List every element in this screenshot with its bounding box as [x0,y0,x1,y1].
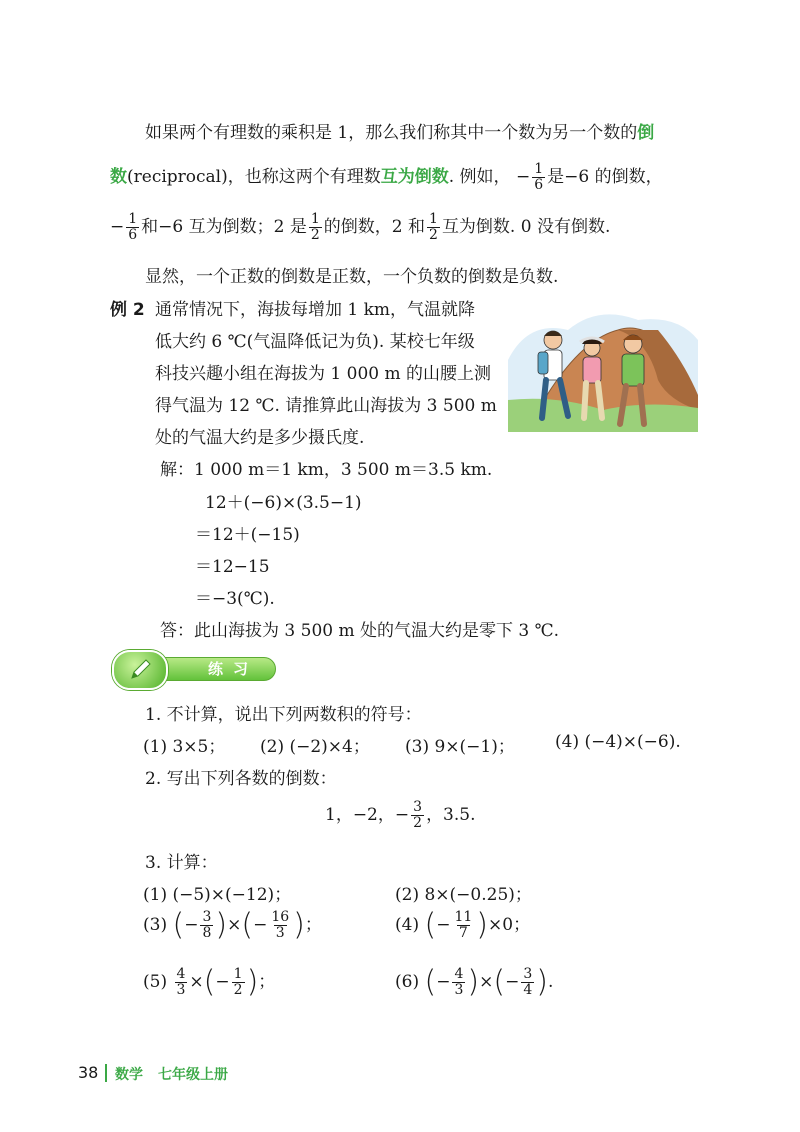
para2: 显然，一个正数的倒数是正数，一个负数的倒数是负数. [145,267,559,287]
q1-item-1: (1) 3×5； [143,737,226,757]
minus-sign: − [394,805,410,825]
q1-item-4: (4) (−4)×(−6). [555,732,681,752]
exercise-q3: 3. 计算： [145,853,218,873]
para1-line2: 数(reciprocal)，也称这两个有理数互为倒数. 例如， − $\frac{1}{6}$ 是−6 的倒数， [110,161,663,193]
solution-line-5: ＝−3(℃). [195,589,275,609]
footer-subject: 数学 [115,1067,143,1083]
solution-line-1: 解：1 000 m＝1 km，3 500 m＝3.5 km. [160,460,493,480]
exercise-title: 练习 [207,660,258,678]
fraction-sixteen-thirds: $\frac{16}{3}$ [271,909,290,941]
term-reciprocal-2: 数 [110,167,127,187]
q3-item-4: (4) (− $\frac{11}{7}$ )×0； [395,907,531,943]
q3-item-6: (6) (− $\frac{4}{3}$ )×(− $\frac{3}{4}$ ). [395,964,554,1000]
q1-item-3: (3) 9×(−1)； [405,737,515,757]
q2-numbers: 1，−2，− $\frac{3}{2}$ ，3.5. [325,799,476,831]
fraction-one-sixth: $\frac{1}{6}$ [534,161,544,193]
fraction-eleven-sevenths: $\frac{11}{7}$ [454,909,473,941]
example-line-3: 科技兴趣小组在海拔为 1 000 m 的山腰上测 [155,364,491,384]
example-line-1: 通常情况下，海拔每增加 1 km，气温就降 [155,300,476,320]
minus-sign: − [110,217,125,237]
page-number: 38 [78,1063,99,1082]
para1-line1: 如果两个有理数的乘积是 1，那么我们称其中一个数为另一个数的倒 [145,123,655,143]
q3-item-1: (1) (−5)×(−12)； [143,885,292,905]
example-line-5: 处的气温大约是多少摄氏度. [155,428,365,448]
fraction-one-sixth: $\frac{1}{6}$ [128,211,138,243]
exercise-banner [112,650,274,688]
minus-sign: − [515,167,531,187]
fraction-four-thirds: $\frac{4}{3}$ [176,966,186,998]
solution-line-3: ＝12＋(−15) [195,525,300,545]
footer-divider [105,1064,107,1082]
term-reciprocal-1: 倒 [637,123,655,143]
q3-item-5: (5) $\frac{4}{3}$ ×(− $\frac{1}{2}$ )； [143,964,276,1000]
answer-line: 答：此山海拔为 3 500 m 处的气温大约是零下 3 ℃. [160,621,560,641]
pencil-badge [112,650,168,690]
fraction-one-half: $\frac{1}{2}$ [310,211,320,243]
exercise-q2: 2. 写出下列各数的倒数： [145,769,337,789]
term-mutual-reciprocal: 互为倒数 [380,167,449,187]
fraction-one-half: $\frac{1}{2}$ [233,966,243,998]
fraction-four-thirds: $\frac{4}{3}$ [454,966,464,998]
solution-line-2: 12＋(−6)×(3.5−1) [205,493,362,513]
fraction-three-halves: $\frac{3}{2}$ [413,799,423,831]
fraction-one-half: $\frac{1}{2}$ [429,211,438,243]
example-line-2: 低大约 6 ℃(气温降低记为负). 某校七年级 [155,332,475,352]
hikers-illustration [508,300,698,432]
q1-item-2: (2) (−2)×4； [260,737,370,757]
para1-line3: − $\frac{1}{6}$ 和−6 互为倒数；2 是 $\frac{1}{2}$ 的倒数，2 和 $\frac{1}{2}$ 互为倒数. 0 没有倒数. [110,211,611,243]
q3-item-2: (2) 8×(−0.25)； [395,885,532,905]
pencil-icon [114,652,166,688]
solution-line-4: ＝12−15 [195,557,270,577]
fraction-three-quarters: $\frac{3}{4}$ [523,966,533,998]
fraction-three-eighths: $\frac{3}{8}$ [202,909,212,941]
q3-item-3: (3) (− $\frac{3}{8}$ )×(− $\frac{16}{3}$ )； [143,907,322,943]
example-line-4: 得气温为 12 ℃. 请推算此山海拔为 3 500 m [155,396,497,416]
exercise-q1: 1. 不计算，说出下列两数积的符号： [145,705,422,725]
example-label: 例 2 [110,300,145,320]
footer-grade: 七年级上册 [158,1067,228,1083]
